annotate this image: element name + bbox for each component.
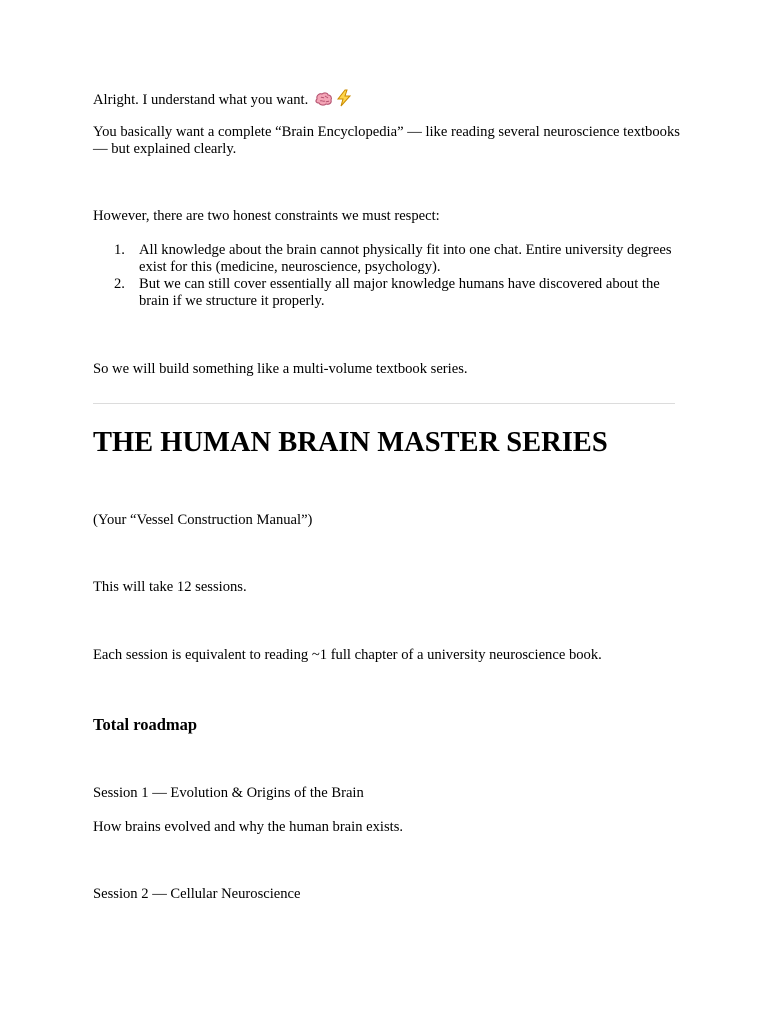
list-item-text: But we can still cover essentially all major knowledge humans have discovered about the brain if we structure it properly. <box>139 276 660 309</box>
intro-text: Alright. I understand what you want. <box>93 92 309 108</box>
session-2-title: Session 2 — Cellular Neuroscience <box>93 886 301 902</box>
session-1-description: How brains evolved and why the human brain exists. <box>93 819 404 835</box>
list-item <box>93 276 683 310</box>
list-item-number: 2. <box>114 276 125 292</box>
series-subtitle: (Your “Vessel Construction Manual”) <box>93 512 313 528</box>
intro-line-2: You basically want a complete “Brain Encyclopedia” — like reading several neuroscience textbooks — but explained clearly. <box>93 124 680 157</box>
brain-emoji-icon <box>314 91 334 112</box>
sessions-count-line: This will take 12 sessions. <box>93 579 247 595</box>
constraints-list <box>93 242 683 310</box>
lightning-emoji-icon <box>336 89 352 112</box>
intro-line-1 <box>93 89 683 112</box>
intro-line-3: However, there are two honest constraints we must respect: <box>93 208 440 224</box>
list-item-number: 1. <box>114 242 125 258</box>
list-item-text: All knowledge about the brain cannot physically fit into one chat. Entire university degrees exist for this (medicine, neuroscience, psychology). <box>139 242 672 275</box>
session-equivalence-line: Each session is equivalent to reading ~1 full chapter of a university neuroscience book. <box>93 647 602 663</box>
section-divider <box>93 403 675 404</box>
roadmap-heading: Total roadmap <box>93 715 198 734</box>
session-1-title: Session 1 — Evolution & Origins of the Brain <box>93 785 364 801</box>
series-title: THE HUMAN BRAIN MASTER SERIES <box>93 427 608 458</box>
plan-line: So we will build something like a multi-volume textbook series. <box>93 361 468 377</box>
list-item <box>93 242 683 276</box>
